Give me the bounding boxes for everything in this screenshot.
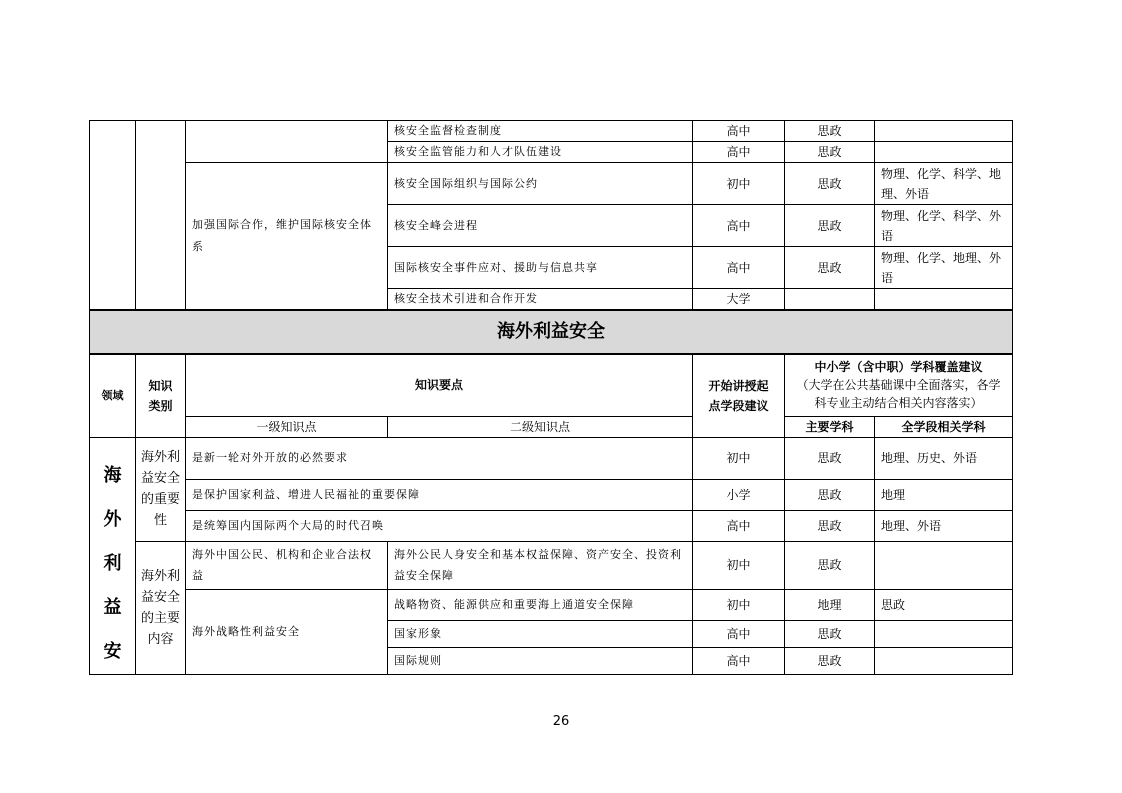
stage-cell: 高中 [693,205,785,247]
knowledge-point: 是新一轮对外开放的必然要求 [186,437,693,479]
stage-cell: 高中 [693,121,785,142]
domain-char: 外 [103,508,122,530]
related-subject-cell: 物理、化学、地理、外语 [875,247,1013,289]
table-row [90,589,1013,620]
domain-char: 海 [103,464,122,486]
level2-item: 核安全监管能力和人才队伍建设 [388,142,693,163]
stage-cell: 高中 [693,142,785,163]
table-row [90,479,1013,510]
main-subject-cell: 地理 [785,589,875,620]
related-subject-cell: 地理、外语 [875,510,1013,541]
coverage-title: 中小学（含中职）学科覆盖建议 [814,360,983,375]
stage-cell: 初中 [693,437,785,479]
main-subject-cell: 思政 [785,142,875,163]
knowledge-point: 是统筹国内国际两个大局的时代召唤 [186,510,693,541]
related-subject-cell: 思政 [875,589,1013,620]
level1-cell-continued [186,121,388,163]
stage-cell: 初中 [693,541,785,589]
level2-item: 核安全监督检查制度 [388,121,693,142]
related-subject-cell [875,121,1013,142]
domain-char: 益 [103,596,122,618]
table-row [90,121,1013,142]
stage-cell: 高中 [693,647,785,674]
domain-cell [90,437,136,674]
related-subject-cell [875,142,1013,163]
related-subject-cell [875,620,1013,647]
stage-cell: 初中 [693,589,785,620]
document-page [89,120,1012,675]
main-subject-cell [785,289,875,311]
header-coverage [785,354,1013,416]
level2-item: 核安全峰会进程 [388,205,693,247]
knowledge-point: 是保护国家利益、增进人民福祉的重要保障 [186,479,693,510]
main-subject-cell: 思政 [785,479,875,510]
stage-cell: 高中 [693,620,785,647]
category-cell-continued [136,121,186,311]
related-subject-cell [875,541,1013,589]
main-subject-cell: 思政 [785,647,875,674]
level2-item: 战略物资、能源供应和重要海上通道安全保障 [388,589,693,620]
main-subject-cell: 思政 [785,205,875,247]
header-level1: 一级知识点 [186,416,388,437]
page-number: 26 [552,714,570,729]
header-category: 知识类别 [136,354,186,437]
related-subject-cell: 地理 [875,479,1013,510]
level2-item: 核安全技术引进和合作开发 [388,289,693,311]
level1-item: 海外中国公民、机构和企业合法权益 [186,541,388,589]
table-row [90,541,1013,589]
section-banner-row [90,310,1013,354]
level2-item: 海外公民人身安全和基本权益保障、资产安全、投资利益安全保障 [388,541,693,589]
level2-item: 国际规则 [388,647,693,674]
level1-item: 海外战略性利益安全 [186,589,388,674]
main-subject-cell: 思政 [785,247,875,289]
coverage-note: （大学在公共基础课中全面落实，各学科专业主动结合相关内容落实） [796,378,1001,411]
header-related-subjects: 全学段相关学科 [875,416,1013,437]
related-subject-cell: 物理、化学、科学、地理、外语 [875,163,1013,205]
section-banner: 海外利益安全 [90,310,1013,354]
table-row [90,510,1013,541]
level2-item: 国际核安全事件应对、援助与信息共享 [388,247,693,289]
level1-item: 加强国际合作，维护国际核安全体系 [186,163,388,311]
main-subject-cell: 思政 [785,620,875,647]
main-subject-cell: 思政 [785,541,875,589]
header-row [90,354,1013,416]
level2-item: 国家形象 [388,620,693,647]
related-subject-cell [875,647,1013,674]
category-cell: 海外利益安全的重要性 [136,437,186,541]
related-subject-cell: 地理、历史、外语 [875,437,1013,479]
category-cell: 海外利益安全的主要内容 [136,541,186,674]
stage-cell: 小学 [693,479,785,510]
level2-item: 核安全国际组织与国际公约 [388,163,693,205]
table-row [90,163,1013,205]
main-subject-cell: 思政 [785,121,875,142]
header-subrow [90,416,1013,437]
main-subject-cell: 思政 [785,510,875,541]
stage-cell: 高中 [693,510,785,541]
main-subject-cell: 思政 [785,437,875,479]
main-subject-cell: 思政 [785,163,875,205]
header-level2: 二级知识点 [388,416,693,437]
header-stage: 开始讲授起点学段建议 [693,354,785,437]
knowledge-table [89,120,1013,675]
stage-cell: 大学 [693,289,785,311]
header-main-subject: 主要学科 [785,416,875,437]
domain-cell-continued [90,121,136,311]
header-domain: 领域 [90,354,136,437]
stage-cell: 高中 [693,247,785,289]
domain-char: 安 [103,640,122,662]
related-subject-cell: 物理、化学、科学、外语 [875,205,1013,247]
table-row [90,437,1013,479]
stage-cell: 初中 [693,163,785,205]
domain-char: 利 [103,552,122,574]
header-points: 知识要点 [186,354,693,416]
related-subject-cell [875,289,1013,311]
